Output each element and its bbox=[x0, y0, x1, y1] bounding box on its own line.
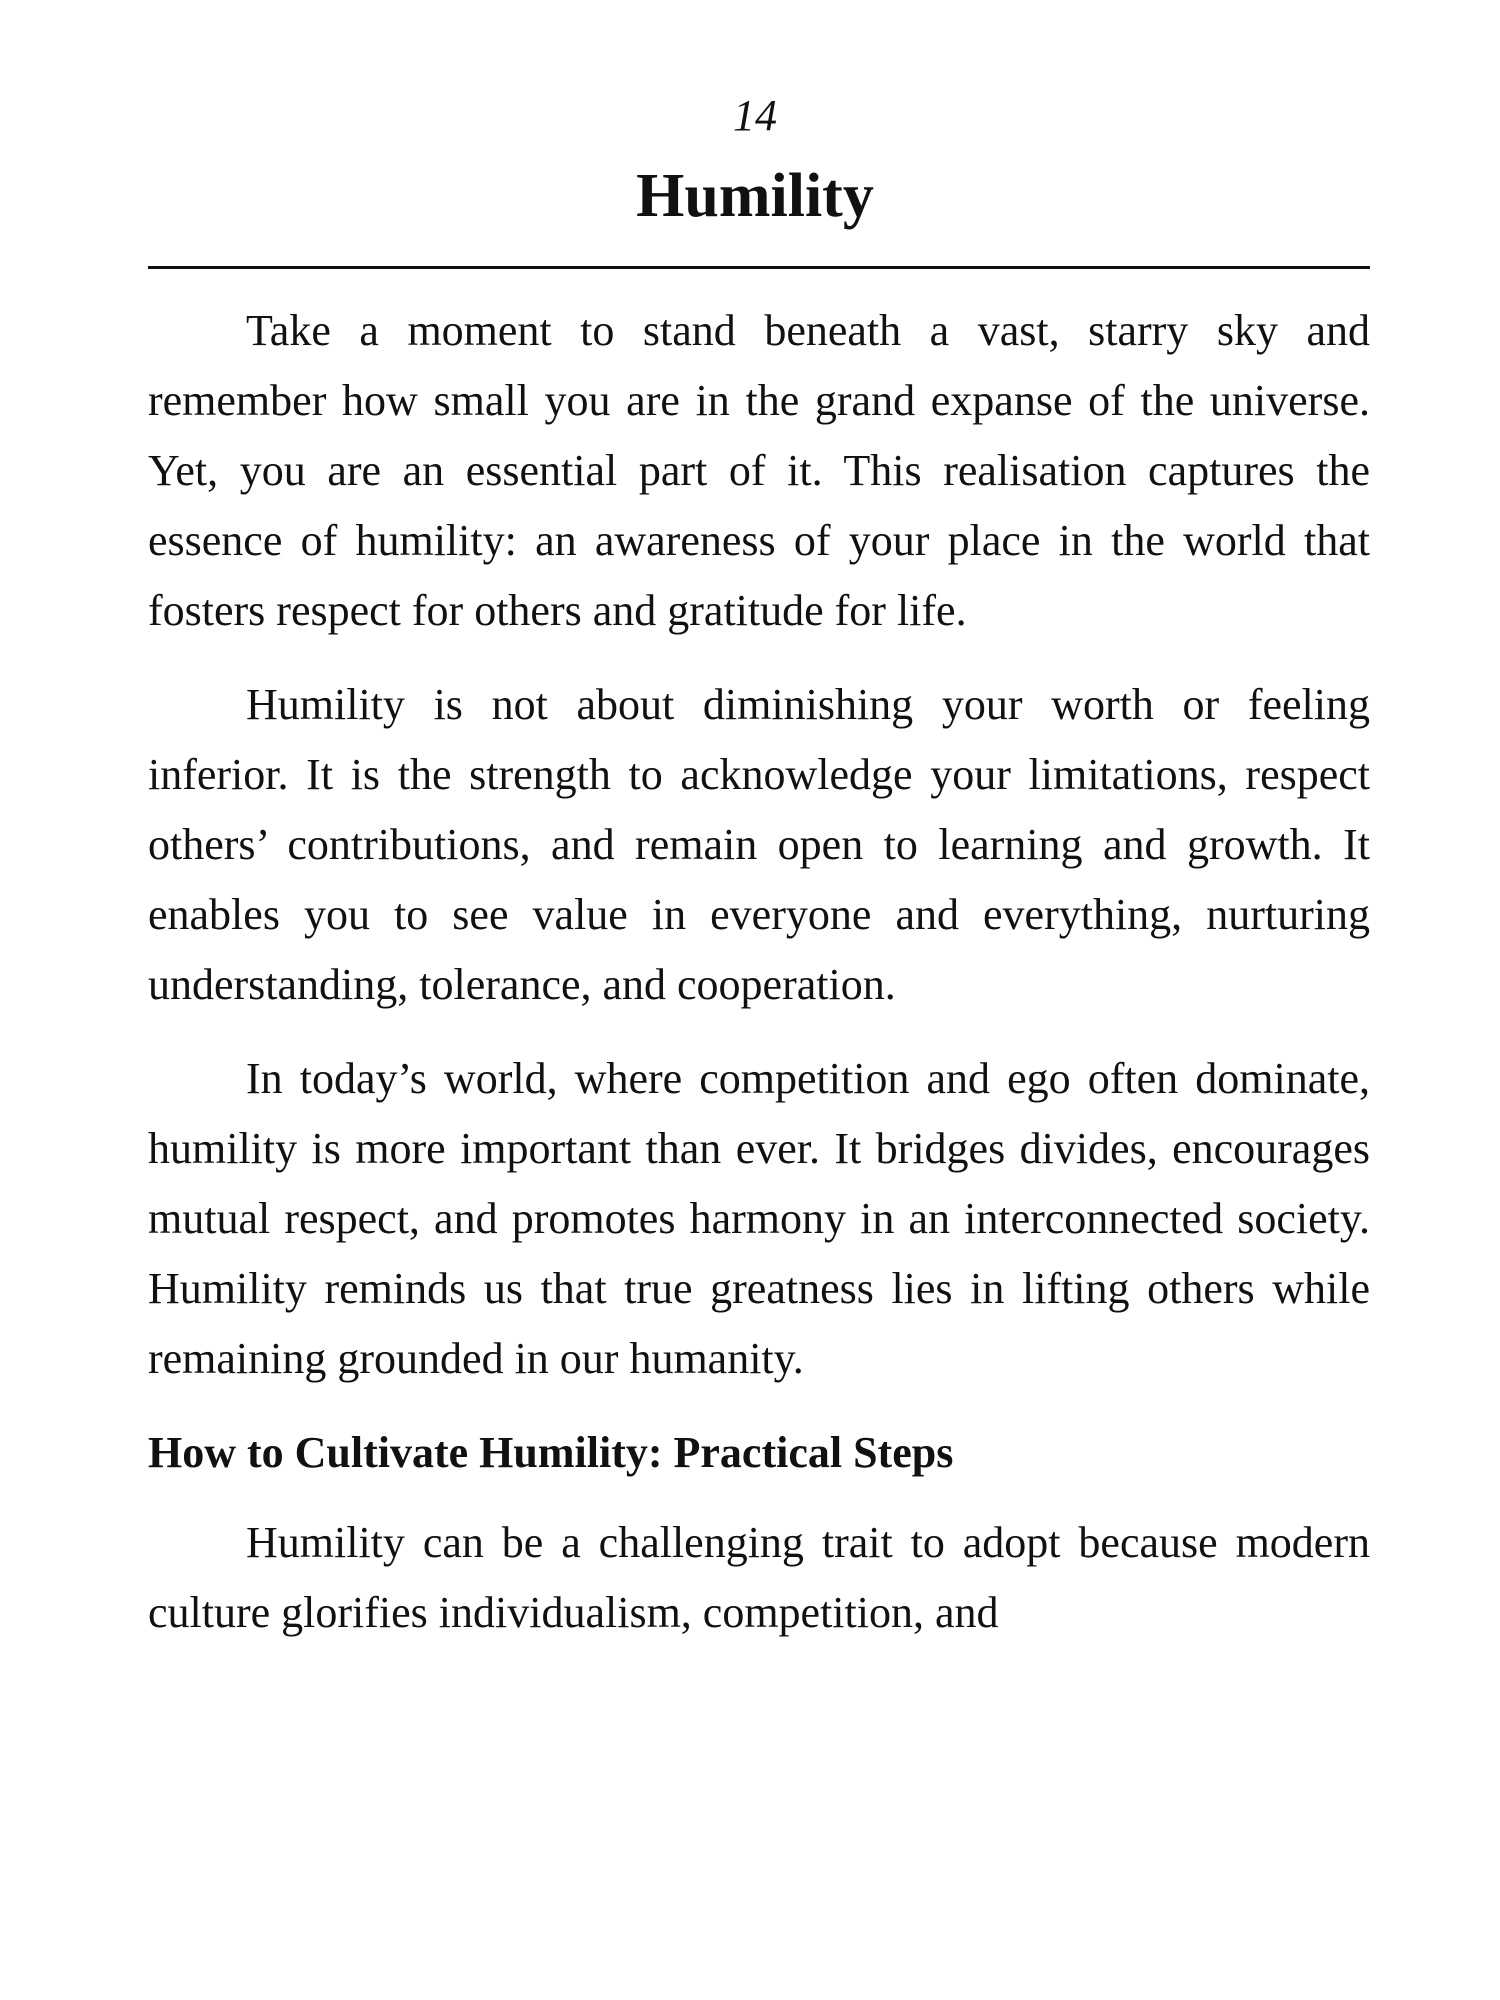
chapter-number: 14 bbox=[733, 91, 777, 140]
chapter-body bbox=[148, 296, 1370, 1672]
body-paragraph: In today’s world, where competition and ego often dominate, humility is more important than ever. It bridges divides, encourages mutual respect, and promotes harmony in an interconnected society. Humility reminds us that true greatness lies in lifting others while remaining grounded in our humanity. bbox=[148, 1054, 1370, 1383]
body-paragraph: Take a moment to stand beneath a vast, starry sky and remember how small you are in the grand expanse of the universe. Yet, you are an essential part of it. This realisation captures the essence of humility: an awareness of your place in the world that fosters respect for others and gratitude for life. bbox=[148, 306, 1370, 635]
title-divider bbox=[148, 266, 1370, 269]
chapter-title: Humility bbox=[636, 162, 874, 230]
body-paragraph: Humility is not about diminishing your worth or feeling inferior. It is the strength to acknowledge your limitations, respect others’ contributions, and remain open to learning and growth. It enables you to see value in everyone and everything, nurturing understanding, tolerance, and cooperation. bbox=[148, 680, 1370, 1009]
section-paragraph: Humility can be a challenging trait to adopt because modern culture glorifies individualism, competition, and bbox=[148, 1518, 1370, 1637]
section-heading: How to Cultivate Humility: Practical Steps bbox=[148, 1428, 954, 1477]
